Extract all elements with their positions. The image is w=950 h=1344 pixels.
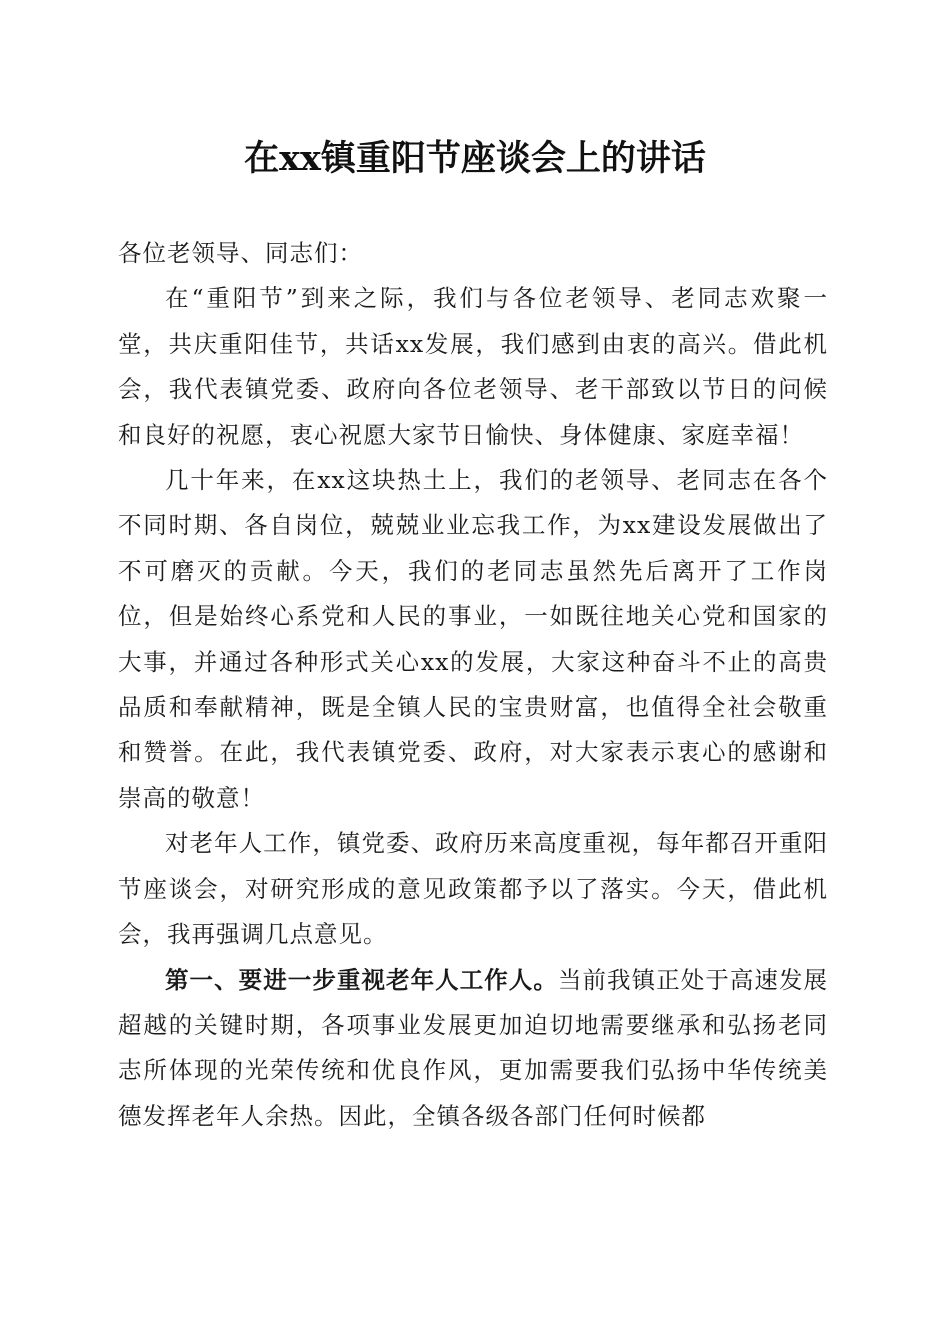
paragraph-2: 几十年来，在xx这块热土上，我们的老领导、老同志在各个不同时期、各自岗位，兢兢业业忘我工作，为xx建设发展做出了不可磨灭的贡献。今天，我们的老同志虽然先后离开了工作岗位，但是始终心系党和人民的事业，一如既往地关心党和国家的大事，并通过各种形式关心xx的发展，大家这种奋斗不止的高贵品质和奉献精神，既是全镇人民的宝贵财富，也值得全社会敬重和赞誉。在此，我代表镇党委、政府，对大家表示衷心的感谢和崇高的敬意！: [118, 466, 828, 812]
paragraph-4-text: 当前我镇正处于高速发展超越的关键时期，各项事业发展更加迫切地需要继承和弘扬老同志所体现的光荣传统和优良作风，更加需要我们弘扬中华传统美德发挥老年人余热。因此，全镇各级各部门任何时候都: [118, 965, 829, 1130]
document-body: [118, 231, 828, 1139]
paragraph-1: 在“重阳节”到来之际，我们与各位老领导、老同志欢聚一堂，共庆重阳佳节，共话xx发展，我们感到由衷的高兴。借此机会，我代表镇党委、政府向各位老领导、老干部致以节日的问候和良好的祝愿，衷心祝愿大家节日愉快、身体健康、家庭幸福！: [118, 284, 828, 449]
paragraph-4: [118, 958, 828, 1140]
section-heading-1: 第一、要进一步重视老年人工作人。: [165, 965, 558, 994]
paragraph-3: 对老年人工作，镇党委、政府历来高度重视，每年都召开重阳节座谈会，对研究形成的意见政策都予以了落实。今天，借此机会，我再强调几点意见。: [118, 829, 828, 949]
salutation: 各位老领导、同志们：: [118, 239, 363, 267]
document-title: 在xx镇重阳节座谈会上的讲话: [244, 138, 706, 179]
